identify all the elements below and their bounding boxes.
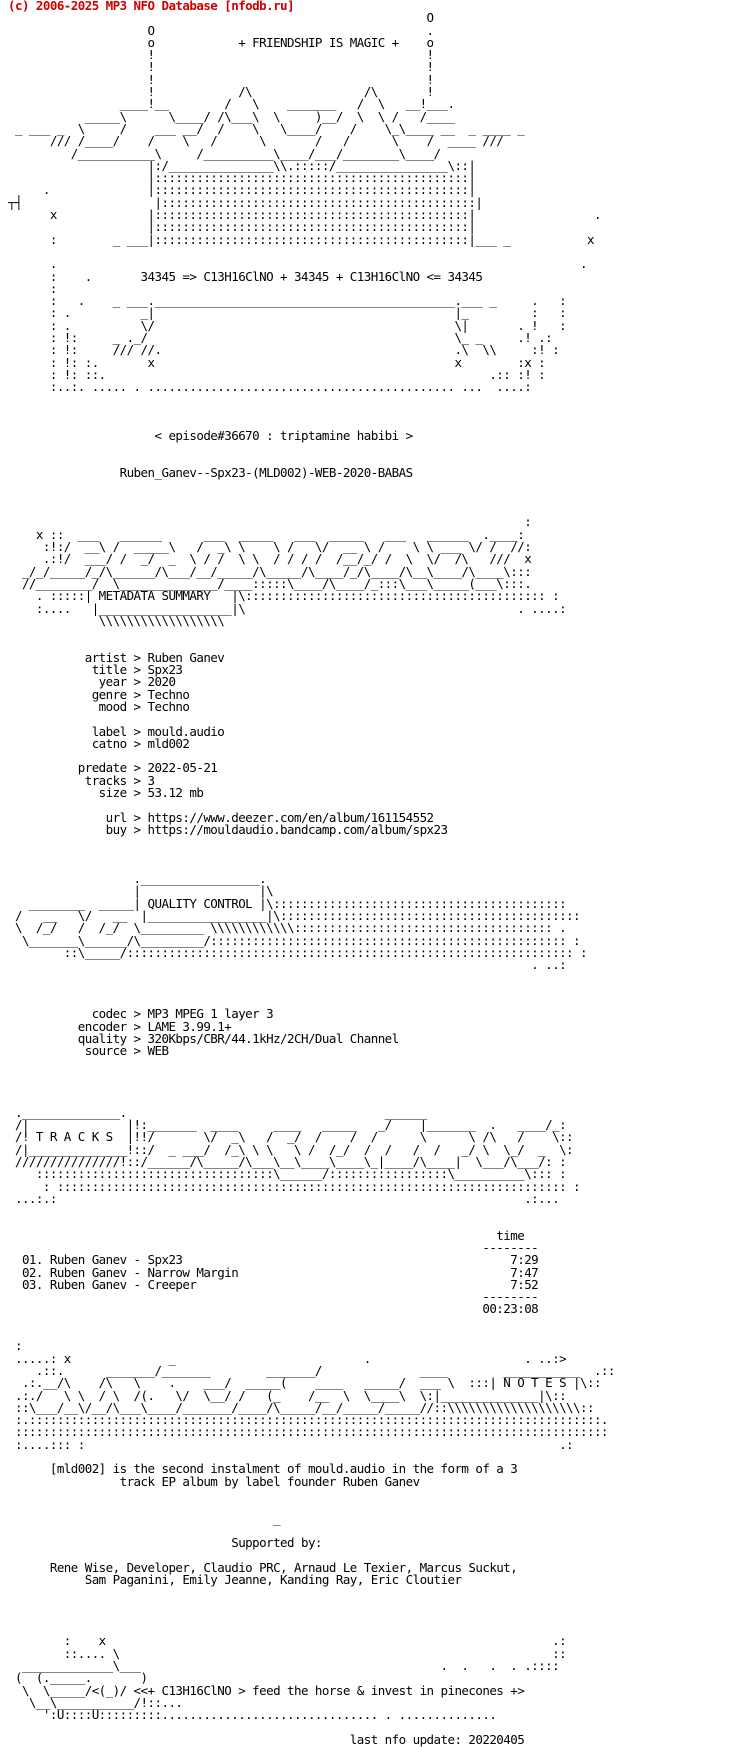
nfo-line: ::\_____/:::::::::::::::::::::::::::::::::::::::::::::::::::::::::::::::: : [8,944,587,960]
nfo-line: last nfo update: 20220405 [8,1731,525,1747]
nfo-line: : !: /// //. .\ \\ :! : [8,342,560,358]
nfo-line: : [8,1338,22,1354]
nfo-line: genre > Techno [8,686,190,702]
nfo-line: : _ ___|:::::::::::::::::::::::::::::::::::::::::::::|___ _ x [8,231,594,247]
nfo-line: ::.... \ :: [8,1645,567,1661]
nfo-line: .::. _______/_______ _______/ ____ ___________ .:: [8,1362,615,1378]
nfo-line: . ..: [8,957,567,973]
nfo-line: | |\ [8,883,274,899]
nfo-line: quality > 320Kbps/CBR/44.1kHz/2CH/Dual Channel [8,1030,399,1046]
nfo-line: x |:::::::::::::::::::::::::::::::::::::::::::::| . [8,207,601,223]
nfo-line: year > 2020 [8,674,176,690]
nfo-line: \ \_____/<(_)/ <<+ C13H16ClNO > feed the horse & invest in pinecones +> [8,1682,525,1698]
nfo-line: [mld002] is the second instalment of mould.audio in the form of a 3 [8,1461,518,1477]
nfo-line: . :::::| METADATA SUMMARY |\::::::::::::::::::::::::::::::::::::::::::: : [8,588,560,604]
nfo-line: encoder > LAME 3.99.1+ [8,1018,232,1034]
nfo-line: .:!/ ___/ / _/ _ \ / / \ \ / / / / /__/_/ / \ \/ /\ /// x [8,551,532,567]
nfo-line: < episode#36670 : triptamine habibi > [8,428,413,444]
nfo-line: //________/ \______________/____:::::\____/\____/_:::\___\_____(___\:::. [8,575,532,591]
nfo-line: : . _ ___.___________________________________________.___ _ . : [8,293,567,309]
nfo-line: |:::::::::::::::::::::::::::::::::::::::::::::| [8,219,476,235]
nfo-line: ///////////////!::/______/\_____/\___\__\____\____\_|____/\____| \___/\___/: : [8,1153,567,1169]
nfo-line: ( (._____. ) [8,1670,148,1686]
nfo-line: label > mould.audio [8,723,225,739]
nfo-line: ! /\ /\ ! [8,84,434,100]
nfo-line: .....: x _ . . ..:> [8,1350,567,1366]
nfo-line: tracks > 3 [8,772,155,788]
nfo-line: url > https://www.deezer.com/en/album/161154552 [8,809,434,825]
nfo-line: o + FRIENDSHIP IS MAGIC + o [8,34,434,50]
nfo-line: predate > 2022-05-21 [8,760,218,776]
nfo-line: _____________\___ . . . . .:::: [8,1658,560,1674]
nfo-line: Ruben_Ganev--Spx23-(MLD002)-WEB-2020-BABAS [8,465,413,481]
nfo-line: : !: _ ._/ \_ _ .! .: [8,330,553,346]
nfo-line: ________ _____| QUALITY CONTROL |\:::::::::::::::::::::::::::::::::::::::::: [8,895,567,911]
nfo-line: /| |!:_______ ____ ____ _____ _/ |_______ . ____/_: [8,1117,567,1133]
nfo-line: :.... |___________________|\ . ....: [8,600,567,616]
nfo-line: /! T R A C K S |!!/ \/ _\ / _/ / / / \ \ /\ / \:: [8,1129,574,1145]
nfo-line: :!:/ __\ / _____\ / _\ \ \ / \/ __ \ / \ \ ___ \/ / //: [8,539,532,555]
nfo-line: : . _| |_ : : [8,305,567,321]
nfo-line: mood > Techno [8,698,190,714]
nfo-line: :....::: : .: [8,1436,574,1452]
nfo-line: _____\ \____/ /\___\ \ )__/ \ \ / /____ [8,108,455,124]
nfo-line: x :: ___ ______ ___ _____ ___ _____ ___ ______ .____: [8,526,525,542]
nfo-line: |:/_______________\\.:::::/________________\::| [8,157,476,173]
nfo-line: ::::::::::::::::::::::::::::::::::\______/:::::::::::::::::\__________\::: : [8,1166,567,1182]
nfo-line: 03. Ruben Ganev - Creeper 7:52 [8,1276,539,1292]
nfo-line: \\\\\\\\\\\\\\\\\\ [8,612,225,628]
nfo-line: 02. Ruben Ganev - Narrow Margin 7:47 [8,1264,539,1280]
nfo-line: ! ! [8,59,434,75]
nfo-document [8,0,615,1746]
nfo-line: Supported by: [8,1535,322,1551]
nfo-line: \__\___________/!::... [8,1694,183,1710]
nfo-line: : x .: [8,1633,567,1649]
nfo-line: .:./ \ \ / \ /(. \/ \__/ / (_ /__ \ \____\ \:|______________|\:: [8,1387,567,1403]
nfo-line: /// /____/ / \ / \ / / \ / ____ /// [8,133,504,149]
nfo-line: ._________________. [8,871,267,887]
nfo-line: : . \/ \| . ! : [8,317,567,333]
nfo-line: Sam Paganini, Emily Jeanne, Kanding Ray, Eric Cloutier [8,1572,462,1587]
nfo-line: . . [8,256,587,272]
nfo-line: .:.__/\ /\ \ . ___/ _____( ____ _____/ ___ \ :::| N O T E S |\:: [8,1375,601,1391]
nfo-line: _ [8,1510,281,1526]
nfo-line: buy > https://mouldaudio.bandcamp.com/album/spx23 [8,821,448,837]
nfo-line: ::::::::::::::::::::::::::::::::::::::::::::::::::::::::::::::::::::::::::::::::::::: [8,1424,608,1440]
nfo-line: 01. Ruben Ganev - Spx23 7:29 [8,1252,539,1268]
nfo-line: \ /_/ / /_/ \_________ \\\\\\\\\\\\::::::::::::::::::::::::::::::::::::: . [8,920,567,936]
nfo-line: 00:23:08 [8,1301,539,1317]
nfo-line: :..:. ..... . ............................................ ... ....: [8,379,532,395]
nfo-line: :.::::::::::::::::::::::::::::::::::::::::::::::::::::::::::::::::::::::::::::::::::. [8,1412,608,1428]
nfo-line: artist > Ruben Ganev [8,649,225,665]
nfo-line: /|______________!::/ _ ___/ /_\ \ \ \ / /_/ / / / / _/ \ \_/ _ \: [8,1141,574,1157]
nfo-line: O . [8,22,434,38]
nfo-line: _/_/_____/_/\______/\___/__/_____/\_____/\____/_/\____/\__\____/\____\::: [8,563,532,579]
nfo-body [8,10,615,1747]
nfo-line: _ ___ _ \ / ___ __/ / \ \____/ / \_\____ __ _ ____ _ [8,120,525,136]
nfo-line: O [8,10,434,26]
nfo-line: . |:::::::::::::::::::::::::::::::::::::::::::::| [8,182,476,198]
nfo-line: ::\___/__\/__/\___\____/_______/____/\_____/__/_____/_____//::\\\\\\\\\\\\\\\\\\\:: [8,1399,594,1415]
nfo-line: ┬┤ |:::::::::::::::::::::::::::::::::::::::::::::| [8,194,483,210]
nfo-line: title > Spx23 [8,662,183,678]
nfo-line: |:::::::::::::::::::::::::::::::::::::::::::::| [8,170,476,186]
nfo-line: codec > MP3 MPEG 1 layer 3 [8,1006,274,1022]
nfo-line: Rene Wise, Developer, Claudio PRC, Arnaud Le Texier, Marcus Suckut, [8,1559,518,1575]
nfo-line: -------- [8,1289,539,1305]
nfo-line: size > 53.12 mb [8,785,204,800]
nfo-line: / __ \/ __ |_________________|\::::::::::::::::::::::::::::::::::::::::::: [8,907,581,923]
nfo-line: : ::::::::::::::::::::::::::::::::::::::::::::::::::::::::::::::::::::::::: : [8,1178,581,1194]
nfo-line: \_______\______/\_________/::::::::::::::::::::::::::::::::::::::::::::::::::: : [8,932,581,948]
nfo-line: ____!__ / \ _______ / \ __!___. [8,96,455,112]
nfo-line: : [8,280,57,296]
nfo-line: -------- [8,1239,539,1255]
nfo-line: : !: :. x x :x : [8,354,546,370]
copyright-header[interactable]: (c) 2006-2025 MP3 NFO Database [nfodb.ru] [8,0,295,13]
nfo-line: ! ! [8,47,434,63]
nfo-line: time [8,1227,525,1243]
nfo-line: /___________\ /__________\____/___/________\____/ [8,145,441,161]
nfo-line: track EP album by label founder Ruben Ganev [8,1473,420,1489]
nfo-line: ...:.: .:... [8,1190,560,1206]
nfo-line: : [8,514,532,530]
nfo-line: ! ! [8,71,434,87]
nfo-line: .______________. ______ [8,1104,427,1120]
nfo-line: catno > mld002 [8,735,190,751]
nfo-line: : . 34345 => C13H16ClNO + 34345 + C13H16ClNO <= 34345 [8,268,483,284]
nfo-line: : !: ::. .:: :! : [8,366,546,382]
nfo-line: ':U::::U:::::::::............................... . .............. [8,1707,497,1723]
nfo-line: source > WEB [8,1043,169,1059]
